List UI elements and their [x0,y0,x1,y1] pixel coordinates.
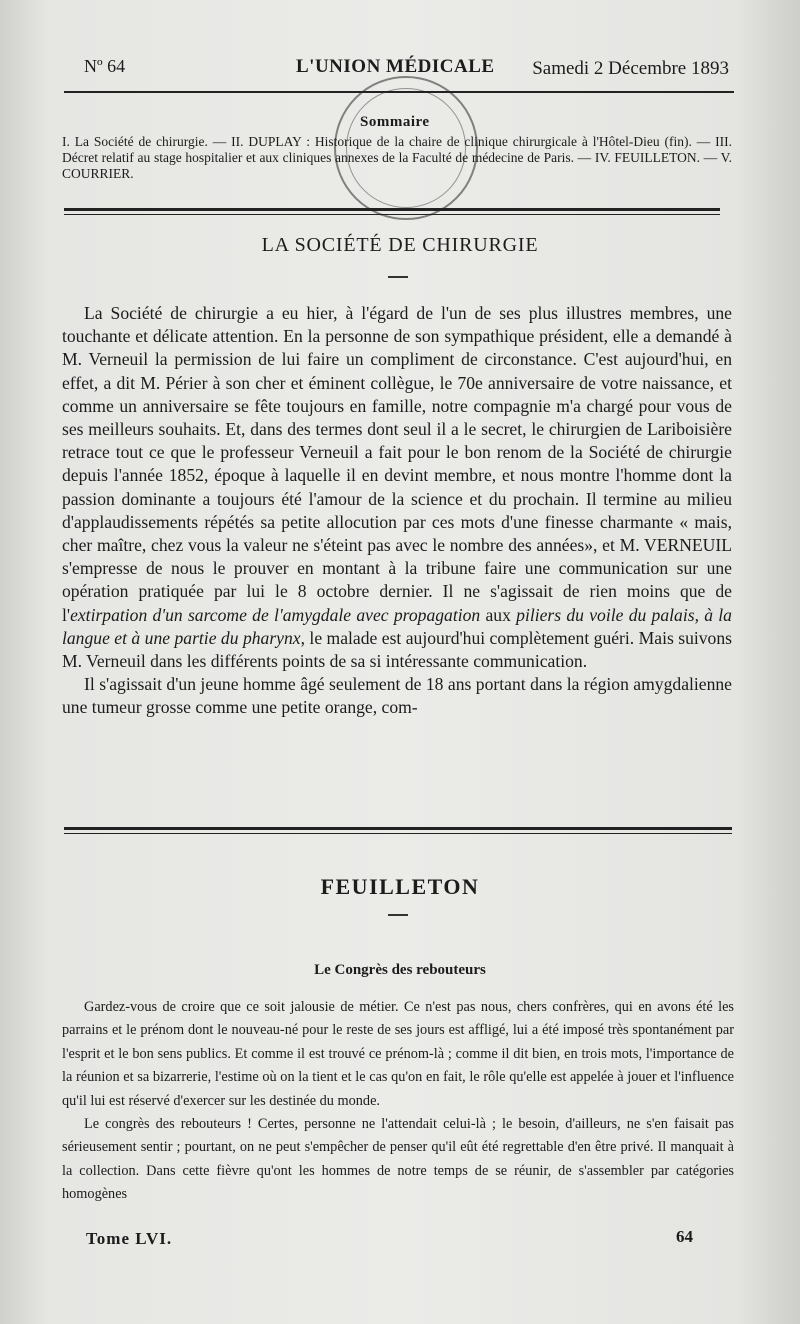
issue-number: Nº 64 [84,56,126,76]
summary-rule-top [64,208,720,211]
feuilleton-rule-top [64,827,732,830]
article-body [62,302,732,720]
feuilleton-body [62,996,734,1207]
footer-tome: Tome LVI. [86,1229,173,1248]
footer-page-number: 64 [676,1227,693,1246]
feuilleton-paragraph: Gardez-vous de croire que ce soit jalousie de métier. Ce n'est pas nous, chers confrères, qui en avons été les parrains et le prénom dont le nouveau-né pour le reste de ses jours est affligé, lui a été imposé très spontanément par l'esprit et le bon sens publics. Et comme il est trouvé ce prénom-là ; comme il dit bien, en trois mots, l'importance de la réunion et sa bizarrerie, l'estime où on la tient et le cas qu'on en fait, le rôle qu'elle est appelée à jouer et l'influence qu'il lui est réservé d'exercer sur les destinée du monde. [62,999,734,1109]
article-italic-run: extirpation d'un sarcome de l'amygdale avec propagation [70,604,481,625]
feuilleton-subtitle: Le Congrès des rebouteurs [314,962,486,978]
article-text-run: aux [480,604,517,625]
journal-title: L'UNION MÉDICALE [296,56,495,77]
article-italic-run: piliers du voile du palais, à la langue et à une partie du pharynx [62,604,732,648]
issue-date: Samedi 2 Décembre 1893 [532,58,729,79]
summary-text: I. La Société de chirurgie. — II. DUPLAY : Historique de la chaire de clinique chirurgicale à l'Hôtel-Dieu (fin). — III. Décret relatif au stage hospitalier et aux cliniques annexes de la Faculté de médecine de Paris. — IV. FEUILLETON. — V. COURRIER. [62,134,732,181]
feuilleton-dash [388,914,408,916]
article-title: LA SOCIÉTÉ DE CHIRURGIE [261,234,539,256]
summary-title: Sommaire [360,114,430,130]
title-dash [388,276,408,278]
summary-rule-bottom [64,214,720,215]
feuilleton-paragraph: Le congrès des rebouteurs ! Certes, personne ne l'attendait celui-là ; le besoin, d'ailleurs, ne s'en faisait pas sérieusement sentir ; pourtant, on ne peut s'empêcher de penser qu'il eût été regrettable d'en être privé. Il manquait à la collection. Dans cette fièvre qu'ont les hommes de notre temps de se réunir, de s'assembler par catégories homogènes [62,1116,734,1203]
article-paragraph: Il s'agissait d'un jeune homme âgé seulement de 18 ans portant dans la région amygdalienne une tumeur grosse comme une petite orange, com- [62,674,732,718]
article-paragraph [62,302,732,673]
article-text-run: , le malade est aujourd'hui complètement guéri. Mais suivons M. Verneuil dans les différents points de sa si intéressante communication. [62,627,732,672]
article-text-run: La Société de chirurgie a eu hier, à l'égard de l'un de ses plus illustres membres, une touchante et délicate attention. En la personne de son sympathique président, elle a demandé à M. Verneuil la permission de lui faire un compliment de circonstance. C'est aujourd'hui, en effet, a dit M. Périer à son cher et éminent collègue, le 70e anniversaire de votre naissance, et comme un anniversaire se fête toujours en famille, notre compagnie m'a chargé pour vous de ses meilleurs souhaits. Et, dans des termes dont seul il a le secret, le chirurgien de Lariboisière retrace tout ce que le professeur Verneuil a fait pour le bon renom de la Société de chirurgie depuis l'année 1852, époque à laquelle il en devint membre, et nous montre l'homme dont la passion dominante a toujours été l'amour de la science et du prochain. Il termine au milieu d'applaudissements répétés sa petite allocution par ces mots d'une finesse charmante « mais, cher maître, chez vous la valeur ne s'éteint pas avec le nombre des années», et M. VERNEUIL s'empresse de nous le prouver en montant à la tribune faire une communication sur une opération pratiquée par lui le 8 octobre dernier. Il ne s'agissait de rien moins que de l' [62,303,732,625]
feuilleton-rule-bottom [64,833,732,834]
feuilleton-title: FEUILLETON [320,874,480,899]
